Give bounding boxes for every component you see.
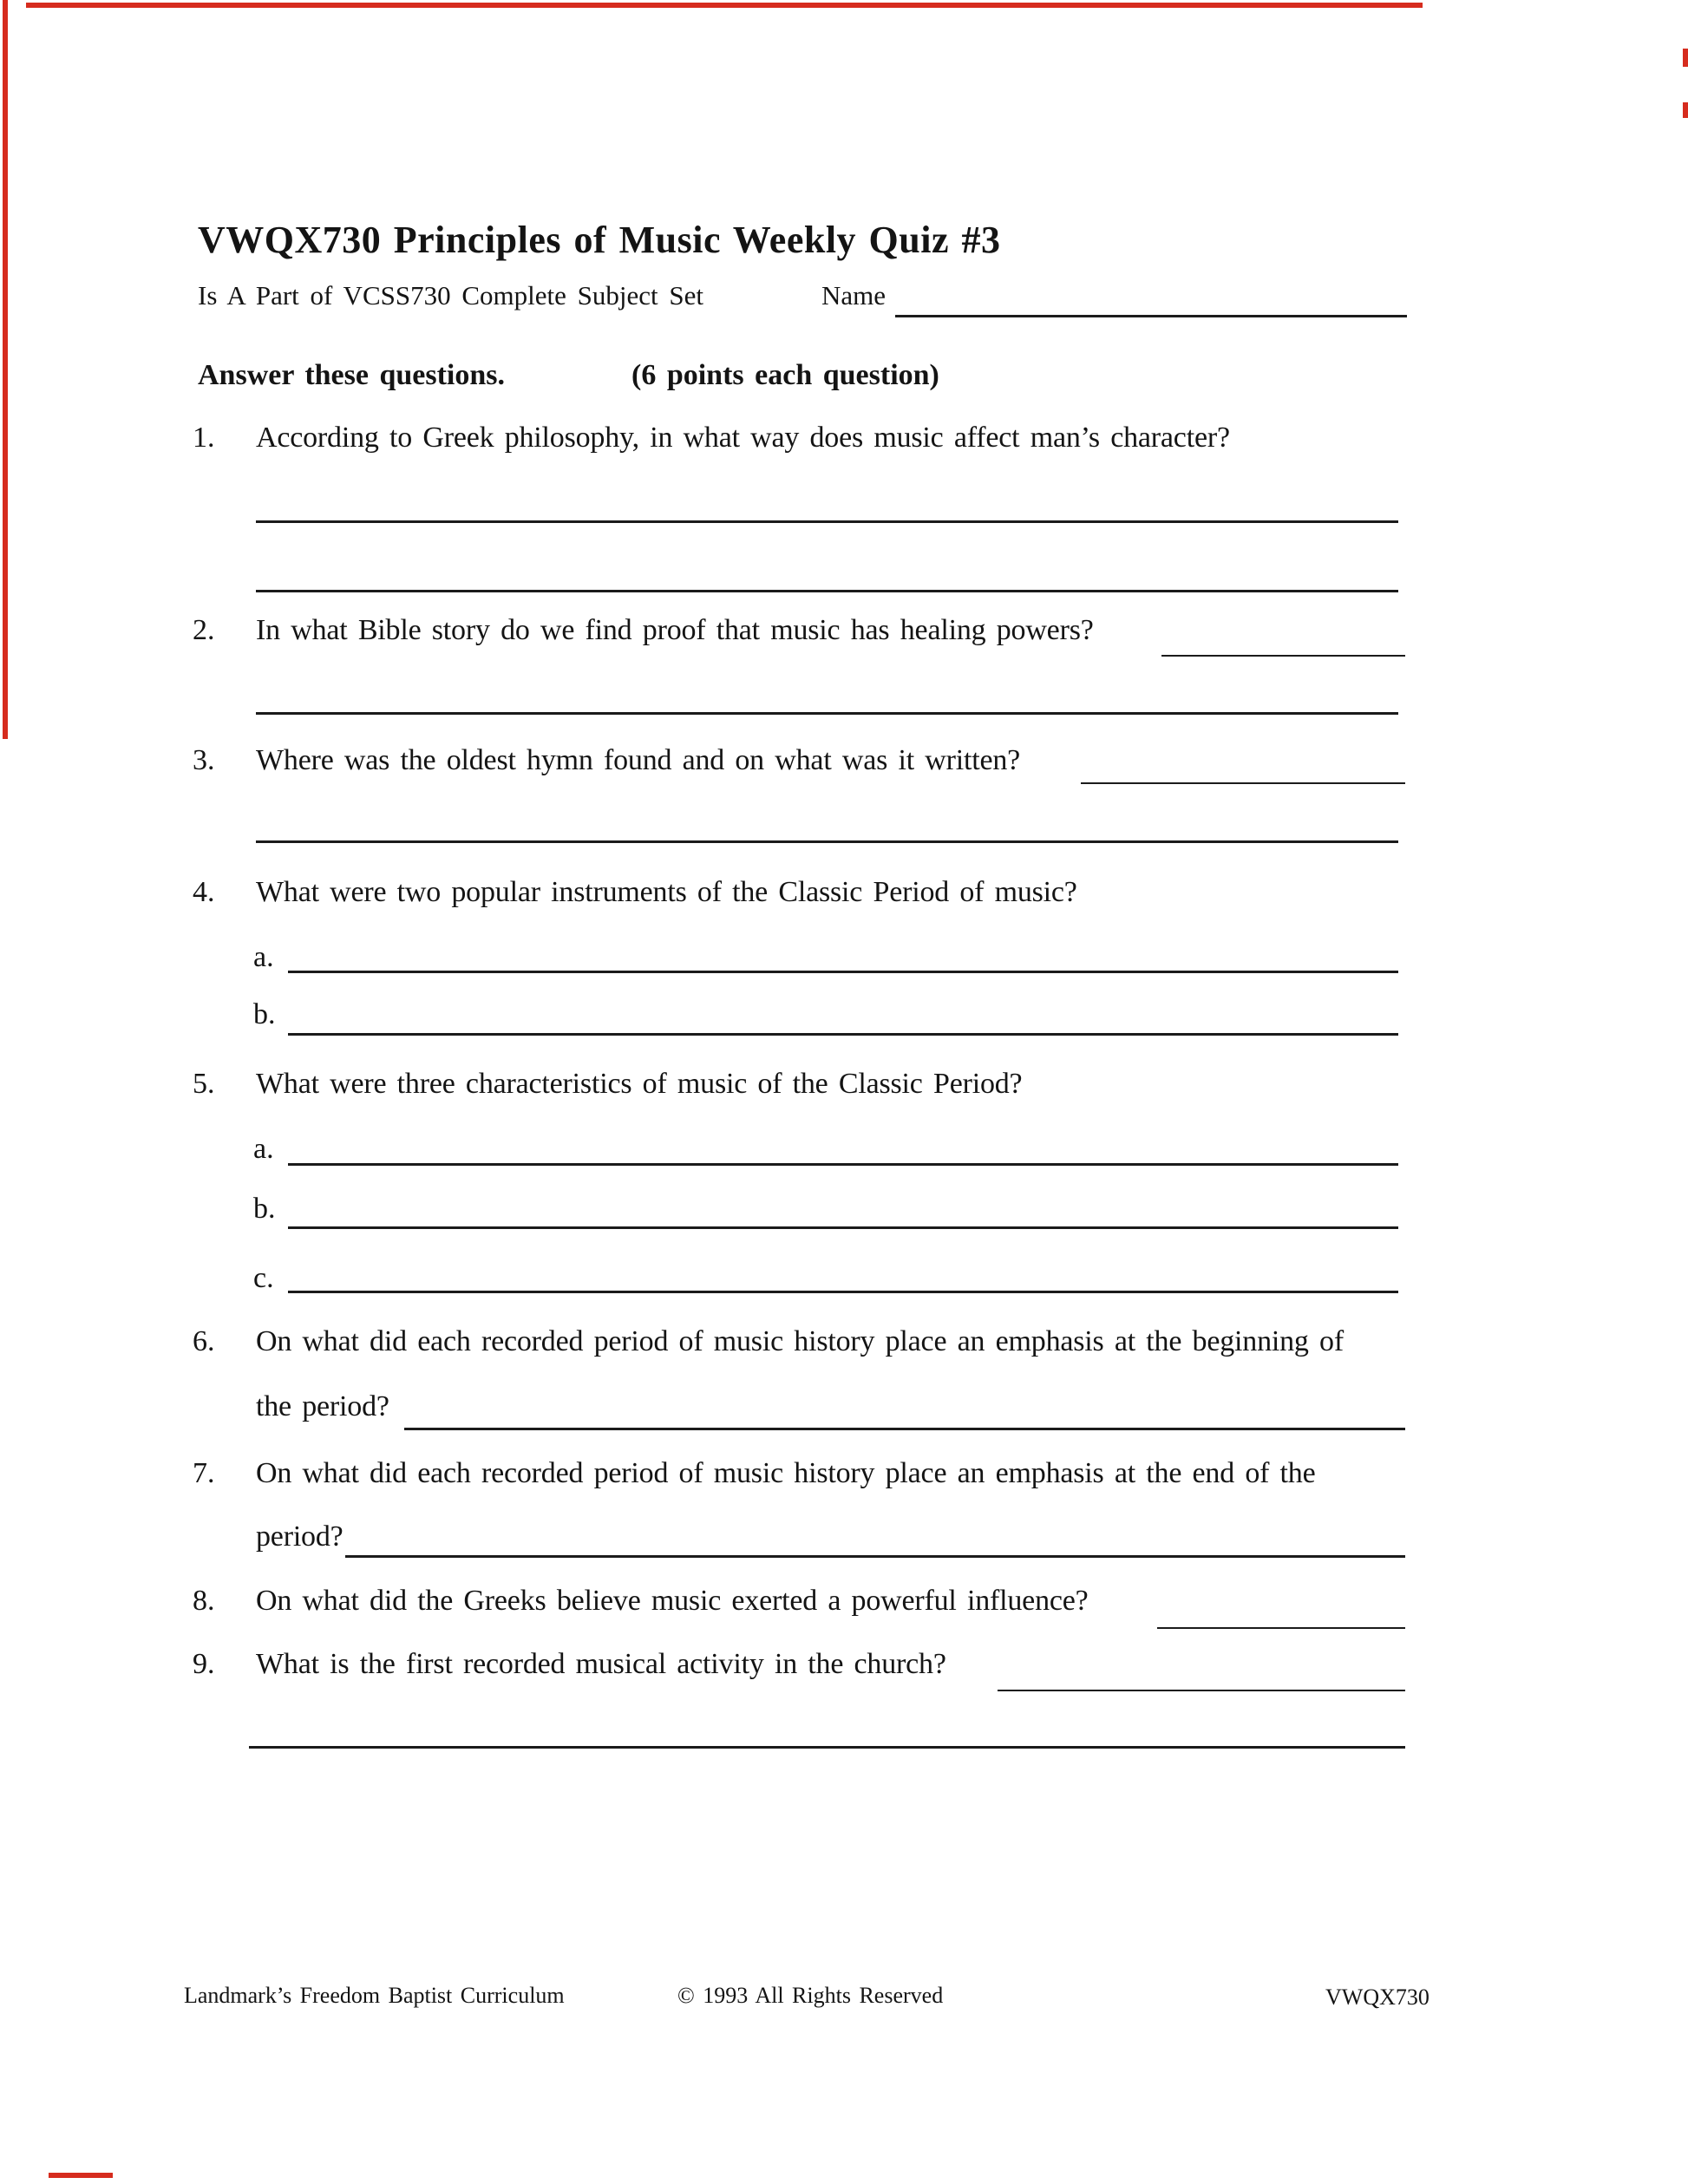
question-9-number: 9. xyxy=(193,1648,215,1680)
question-5-answer-line-c[interactable] xyxy=(288,1291,1398,1293)
question-3-answer-line-short[interactable] xyxy=(1081,782,1405,784)
name-label: Name xyxy=(821,280,887,311)
question-4-answer-line-b[interactable] xyxy=(288,1033,1398,1036)
question-6-number: 6. xyxy=(193,1325,215,1357)
scan-mark-left-edge xyxy=(3,0,8,739)
points-note: (6 points each question) xyxy=(631,359,939,391)
question-4-number: 4. xyxy=(193,876,215,908)
page-title: VWQX730 Principles of Music Weekly Quiz #3 xyxy=(198,219,1001,261)
question-3-text: Where was the oldest hymn found and on what was it written? xyxy=(256,744,1021,776)
question-2-answer-line-full[interactable] xyxy=(256,712,1398,715)
question-5-sub-label-b: b. xyxy=(253,1193,276,1225)
question-3-answer-line-full[interactable] xyxy=(256,840,1398,843)
instructions-heading: Answer these questions. xyxy=(198,359,506,391)
question-4-answer-line-a[interactable] xyxy=(288,971,1398,973)
subtitle: Is A Part of VCSS730 Complete Subject Set xyxy=(198,280,703,311)
question-4-text: What were two popular instruments of the Classic Period of music? xyxy=(256,876,1077,908)
question-5-answer-line-a[interactable] xyxy=(288,1163,1398,1166)
scan-mark-right-edge-1 xyxy=(1683,49,1688,67)
question-5-sub-label-c: c. xyxy=(253,1262,274,1294)
question-7-answer-line[interactable] xyxy=(345,1555,1405,1558)
question-7-text-line-2: period? xyxy=(256,1520,343,1553)
scan-mark-top-edge xyxy=(26,3,1423,8)
question-7-number: 7. xyxy=(193,1457,215,1489)
scan-mark-right-edge-2 xyxy=(1683,102,1688,118)
question-8-answer-line-short[interactable] xyxy=(1157,1627,1405,1629)
question-1-answer-line-2[interactable] xyxy=(256,590,1398,592)
question-1-text: According to Greek philosophy, in what way does music affect man’s character? xyxy=(256,422,1230,454)
question-9-text: What is the first recorded musical activity in the church? xyxy=(256,1648,946,1680)
question-9-answer-line-short[interactable] xyxy=(998,1690,1405,1691)
question-5-sub-label-a: a. xyxy=(253,1133,274,1165)
question-7-text-line-1: On what did each recorded period of music history place an emphasis at the end of the xyxy=(256,1457,1316,1489)
question-8-text: On what did the Greeks believe music exerted a powerful influence? xyxy=(256,1585,1089,1617)
footer-product-code: VWQX730 xyxy=(1325,1985,1430,2010)
question-8-number: 8. xyxy=(193,1585,215,1617)
question-5-text: What were three characteristics of music of the Classic Period? xyxy=(256,1068,1023,1100)
scan-mark-bottom-edge xyxy=(49,2173,113,2178)
footer-copyright: © 1993 All Rights Reserved xyxy=(677,1983,944,2008)
question-2-text: In what Bible story do we find proof that music has healing powers? xyxy=(256,614,1094,646)
question-4-sub-label-a: a. xyxy=(253,941,274,973)
question-6-text-line-2: the period? xyxy=(256,1390,389,1422)
question-9-answer-line-full[interactable] xyxy=(249,1746,1405,1749)
question-6-text-line-1: On what did each recorded period of music history place an emphasis at the beginning of xyxy=(256,1325,1344,1357)
question-2-answer-line-short[interactable] xyxy=(1161,655,1405,657)
question-1-answer-line-1[interactable] xyxy=(256,520,1398,523)
question-6-answer-line[interactable] xyxy=(404,1428,1405,1430)
question-3-number: 3. xyxy=(193,744,215,776)
question-5-answer-line-b[interactable] xyxy=(288,1226,1398,1229)
name-input-line[interactable] xyxy=(895,315,1407,317)
footer-publisher: Landmark’s Freedom Baptist Curriculum xyxy=(184,1983,565,2008)
question-4-sub-label-b: b. xyxy=(253,998,276,1030)
question-5-number: 5. xyxy=(193,1068,215,1100)
question-2-number: 2. xyxy=(193,614,215,646)
question-1-number: 1. xyxy=(193,422,215,454)
